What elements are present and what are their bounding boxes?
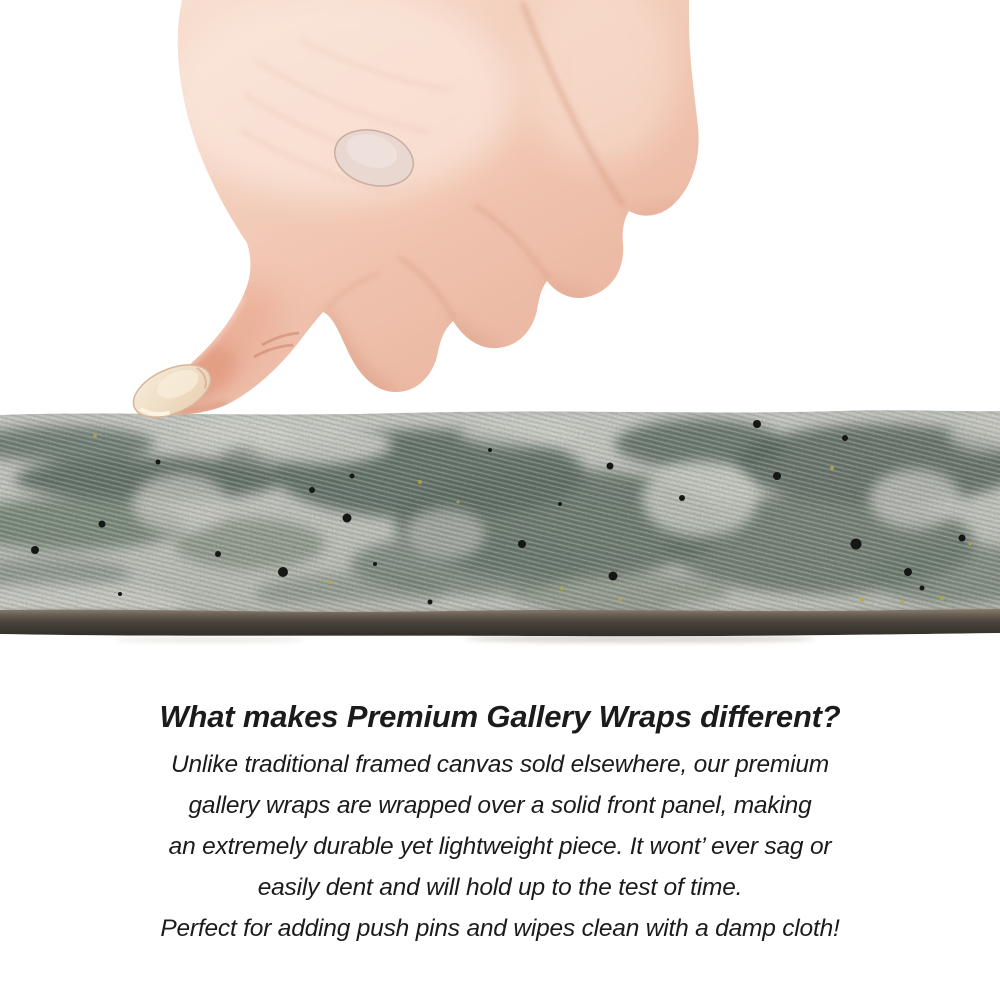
caption-block [0,697,1000,949]
caption-heading: What makes Premium Gallery Wraps different? [159,699,841,734]
caption-line-1: Unlike traditional framed canvas sold elsewhere, our premium [171,751,829,778]
hand-photo [0,0,1000,420]
caption-line-2: gallery wraps are wrapped over a solid front panel, making [188,792,812,819]
canvas-edge-photo [0,404,1000,648]
caption-line-5: Perfect for adding push pins and wipes clean with a damp cloth! [160,915,840,942]
panel-bottom-edge [0,609,1000,636]
panel-drop-shadow [115,635,815,643]
caption-line-4: easily dent and will hold up to the test of time. [257,874,743,901]
caption-line-3: an extremely durable yet lightweight piece. It wont’ ever sag or [168,833,832,860]
